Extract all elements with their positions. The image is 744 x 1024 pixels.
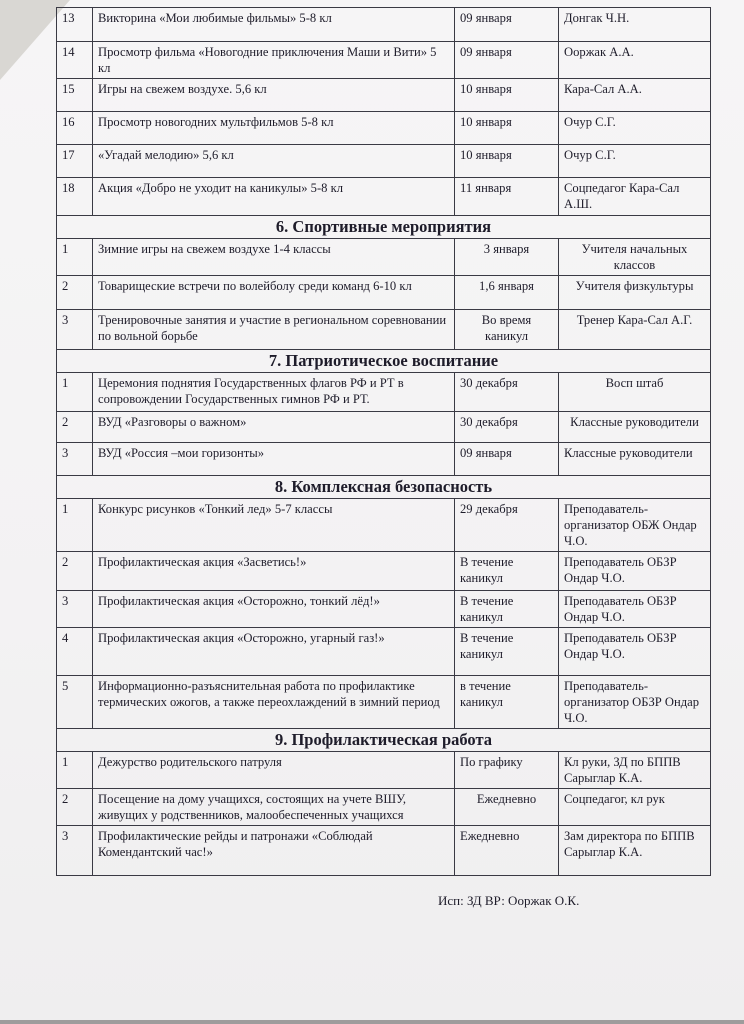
document-footer-signature: Исп: ЗД ВР: Ооржак О.К. (438, 893, 580, 908)
table-row (57, 826, 711, 876)
row-number: 1 (57, 499, 93, 552)
event-responsible: Преподаватель-организатор ОБЖ Ондар Ч.О. (559, 499, 711, 552)
event-responsible: Очур С.Г. (559, 112, 711, 145)
table-row (57, 443, 711, 476)
event-name: Профилактическая акция «Осторожно, тонкий лёд!» (93, 591, 455, 628)
event-date: 3 января (455, 239, 559, 276)
events-plan-table (56, 7, 711, 876)
section-header-row (57, 216, 711, 239)
event-responsible: Тренер Кара-Сал А.Г. (559, 310, 711, 350)
table-row (57, 112, 711, 145)
event-name: ВУД «Разговоры о важном» (93, 412, 455, 443)
row-number: 14 (57, 42, 93, 79)
event-name: Просмотр фильма «Новогодние приключения Маши и Вити» 5 кл (93, 42, 455, 79)
table-row (57, 145, 711, 178)
row-number: 2 (57, 412, 93, 443)
row-number: 2 (57, 276, 93, 310)
event-date: В течение каникул (455, 628, 559, 676)
event-date: 1,6 января (455, 276, 559, 310)
row-number: 3 (57, 591, 93, 628)
event-date: 30 декабря (455, 373, 559, 412)
event-responsible: Ооржак А.А. (559, 42, 711, 79)
event-name: «Угадай мелодию» 5,6 кл (93, 145, 455, 178)
table-row (57, 628, 711, 676)
event-name: Тренировочные занятия и участие в региональном соревновании по вольной борьбе (93, 310, 455, 350)
row-number: 4 (57, 628, 93, 676)
event-name: Посещение на дому учащихся, состоящих на учете ВШУ, живущих у родственников, малообеспеченных учащихся (93, 789, 455, 826)
event-date: Ежедневно (455, 826, 559, 876)
row-number: 2 (57, 552, 93, 591)
event-date: Ежедневно (455, 789, 559, 826)
table-row (57, 789, 711, 826)
section-title: 6. Спортивные мероприятия (57, 216, 711, 239)
event-responsible: Соцпедагог Кара-Сал А.Ш. (559, 178, 711, 216)
event-responsible: Зам директора по БППВ Сарыглар К.А. (559, 826, 711, 876)
event-name: Профилактические рейды и патронажи «Соблюдай Комендантский час!» (93, 826, 455, 876)
event-name: Конкурс рисунков «Тонкий лед» 5-7 классы (93, 499, 455, 552)
event-name: Зимние игры на свежем воздухе 1-4 классы (93, 239, 455, 276)
event-date: В течение каникул (455, 552, 559, 591)
table-row (57, 499, 711, 552)
section-header-row (57, 476, 711, 499)
event-date: 09 января (455, 42, 559, 79)
event-responsible: Классные руководители (559, 412, 711, 443)
row-number: 1 (57, 373, 93, 412)
event-name: Профилактическая акция «Осторожно, угарный газ!» (93, 628, 455, 676)
event-date: По графику (455, 752, 559, 789)
row-number: 3 (57, 310, 93, 350)
event-name: ВУД «Россия –мои горизонты» (93, 443, 455, 476)
row-number: 1 (57, 239, 93, 276)
section-title: 8. Комплексная безопасность (57, 476, 711, 499)
event-name: Игры на свежем воздухе. 5,6 кл (93, 79, 455, 112)
row-number: 1 (57, 752, 93, 789)
row-number: 17 (57, 145, 93, 178)
event-name: Дежурство родительского патруля (93, 752, 455, 789)
event-responsible: Донгак Ч.Н. (559, 8, 711, 42)
row-number: 3 (57, 826, 93, 876)
event-date: 10 января (455, 79, 559, 112)
table-row (57, 552, 711, 591)
row-number: 18 (57, 178, 93, 216)
event-name: Просмотр новогодних мультфильмов 5-8 кл (93, 112, 455, 145)
table-row (57, 676, 711, 729)
event-responsible: Классные руководители (559, 443, 711, 476)
table-row (57, 310, 711, 350)
section-title: 7. Патриотическое воспитание (57, 350, 711, 373)
event-date: 10 января (455, 145, 559, 178)
event-name: Викторина «Мои любимые фильмы» 5-8 кл (93, 8, 455, 42)
event-date: 09 января (455, 8, 559, 42)
event-responsible: Восп штаб (559, 373, 711, 412)
event-name: Акция «Добро не уходит на каникулы» 5-8 кл (93, 178, 455, 216)
row-number: 15 (57, 79, 93, 112)
event-responsible: Учителя физкультуры (559, 276, 711, 310)
event-name: Информационно-разъяснительная работа по профилактике термических ожогов, а также переохлаждений в зимний период (93, 676, 455, 729)
table-row (57, 412, 711, 443)
event-date: Во время каникул (455, 310, 559, 350)
table-row (57, 8, 711, 42)
event-responsible: Кл руки, ЗД по БППВ Сарыглар К.А. (559, 752, 711, 789)
event-date: 11 января (455, 178, 559, 216)
table-row (57, 276, 711, 310)
event-responsible: Кара-Сал А.А. (559, 79, 711, 112)
event-date: В течение каникул (455, 591, 559, 628)
table-row (57, 373, 711, 412)
table-row (57, 752, 711, 789)
row-number: 2 (57, 789, 93, 826)
event-responsible: Соцпедагог, кл рук (559, 789, 711, 826)
event-date: 29 декабря (455, 499, 559, 552)
event-responsible: Преподаватель ОБЗР Ондар Ч.О. (559, 591, 711, 628)
event-name: Товарищеские встречи по волейболу среди команд 6-10 кл (93, 276, 455, 310)
section-header-row (57, 729, 711, 752)
table-row (57, 42, 711, 79)
event-responsible: Преподаватель ОБЗР Ондар Ч.О. (559, 552, 711, 591)
row-number: 16 (57, 112, 93, 145)
event-responsible: Преподаватель-организатор ОБЗР Ондар Ч.О. (559, 676, 711, 729)
event-date: 30 декабря (455, 412, 559, 443)
row-number: 5 (57, 676, 93, 729)
event-responsible: Преподаватель ОБЗР Ондар Ч.О. (559, 628, 711, 676)
page-bottom-edge (0, 1020, 744, 1024)
event-responsible: Очур С.Г. (559, 145, 711, 178)
table-row (57, 79, 711, 112)
table-row (57, 591, 711, 628)
row-number: 3 (57, 443, 93, 476)
event-name: Церемония поднятия Государственных флагов РФ и РТ в сопровождении Государственных гимнов РФ и РТ. (93, 373, 455, 412)
section-header-row (57, 350, 711, 373)
event-date: 10 января (455, 112, 559, 145)
event-responsible: Учителя начальных классов (559, 239, 711, 276)
table-row (57, 178, 711, 216)
section-title: 9. Профилактическая работа (57, 729, 711, 752)
row-number: 13 (57, 8, 93, 42)
event-name: Профилактическая акция «Засветись!» (93, 552, 455, 591)
event-date: в течение каникул (455, 676, 559, 729)
table-row (57, 239, 711, 276)
event-date: 09 января (455, 443, 559, 476)
